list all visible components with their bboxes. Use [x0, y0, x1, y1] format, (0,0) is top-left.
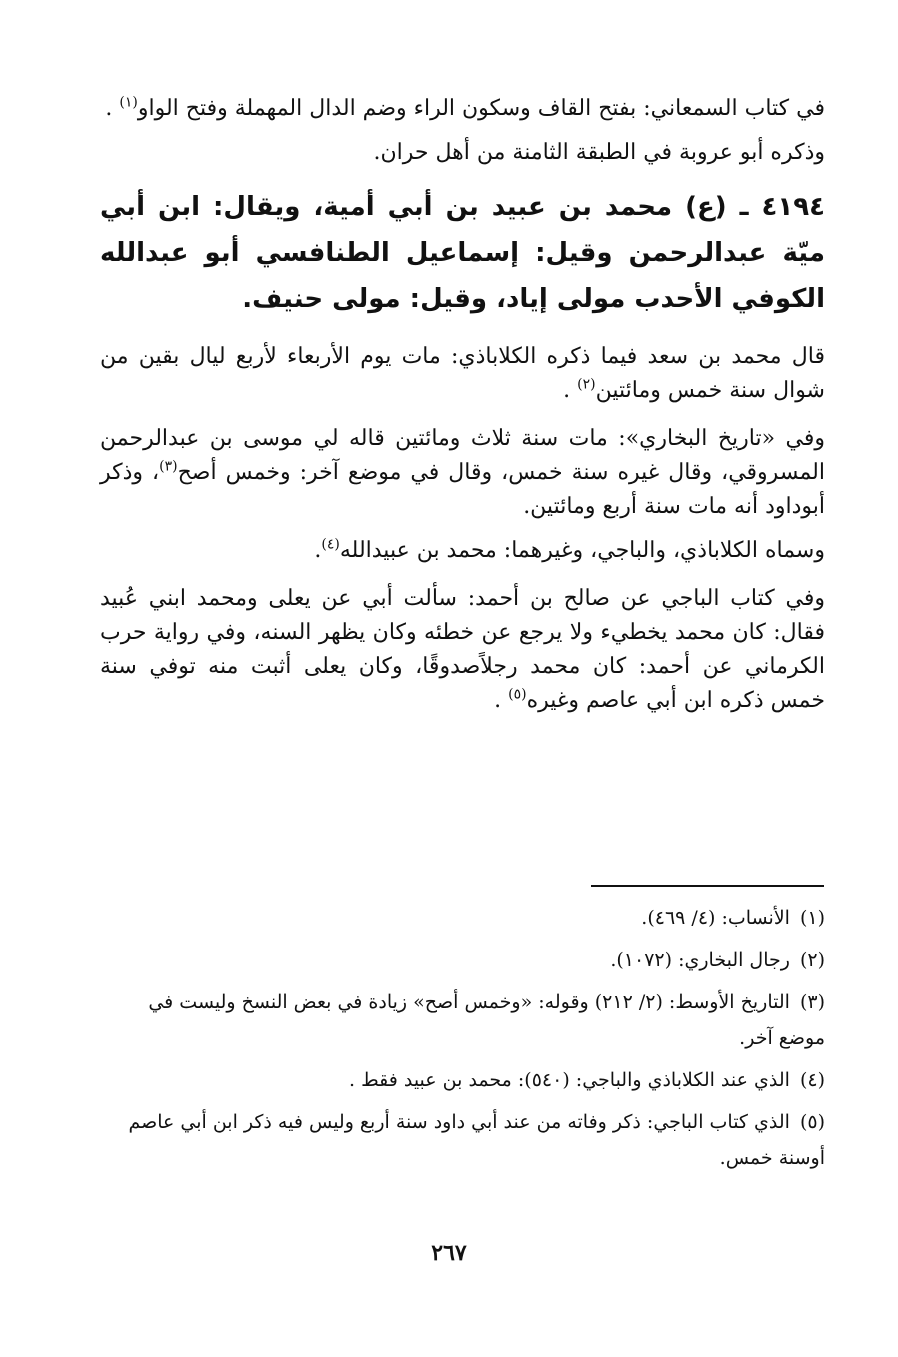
paragraph-6-text: وفي كتاب الباجي عن صالح بن أحمد: سألت أبي عن يعلى ومحمد ابني عُبيد فقال: كان محمد يخطيء ولا يرجع عن خطئه وكان يظهر السنه، وفي رواية حرب الكرماني عن أحمد: كان محمد رجلاًصدوقًا، وكان يعلى أثبت منه توفي سنة خمس ذكره ابن أبي عاصم وغيره	[100, 586, 825, 713]
paragraph-5-text: وسماه الكلاباذي، والباجي، وغيرهما: محمد بن عبيدالله	[339, 538, 825, 563]
paragraph-3	[100, 340, 825, 408]
footnote-number: (٢)	[799, 949, 825, 971]
footnote-ref-3[interactable]: (٣)	[159, 458, 178, 475]
paragraph-1-end: .	[105, 96, 120, 121]
paragraph-4-text-end: ، وذكر أبوداود أنه مات سنة أربع ومائتين.	[100, 460, 825, 519]
footnotes	[120, 900, 825, 1182]
main-text	[100, 92, 825, 732]
footnote-number: (٤)	[799, 1069, 825, 1091]
paragraph-1	[100, 92, 825, 126]
footnote-separator	[591, 885, 824, 887]
paragraph-5-end: .	[314, 538, 322, 563]
paragraph-1-text: في كتاب السمعاني: بفتح القاف وسكون الراء وضم الدال المهملة وفتح الواو	[137, 96, 825, 121]
footnote-ref-2[interactable]: (٢)	[577, 376, 596, 393]
entry-heading: ٤١٩٤ ـ (ع) محمد بن عبيد بن أبي أمية، ويقال: ابن أبي ميّة عبدالرحمن وقيل: إسماعيل الطنافسي أبو عبدالله الكوفي الأحدب مولى إياد، وقيل: مولى حنيف.	[100, 192, 825, 314]
paragraph-6-end: .	[494, 688, 509, 713]
paragraph-3-end: .	[563, 378, 578, 403]
paragraph-4-text: وفي «تاريخ البخاري»: مات سنة ثلاث ومائتين قاله لي موسى بن عبدالرحمن المسروقي، وقال غيره سنة خمس، وقال في موضع آخر: وخمس أصح	[100, 426, 825, 485]
paragraph-6	[100, 582, 825, 718]
paragraph-2: وذكره أبو عروبة في الطبقة الثامنة من أهل حران.	[373, 140, 825, 165]
footnote-number: (١)	[799, 907, 825, 929]
footnote-item	[120, 942, 825, 978]
footnote-item	[120, 984, 825, 1056]
footnote-text: التاريخ الأوسط: (٢/ ٢١٢) وقوله: «وخمس أصح» زيادة في بعض النسخ وليست في موضع آخر.	[148, 991, 825, 1049]
footnote-text: رجال البخاري: (١٠٧٢).	[610, 949, 790, 971]
footnote-text: الأنساب: (٤/ ٤٦٩).	[641, 907, 790, 929]
footnote-ref-4[interactable]: (٤)	[321, 536, 340, 553]
paragraph-3-text: قال محمد بن سعد فيما ذكره الكلاباذي: مات يوم الأربعاء لأربع ليال بقين من شوال سنة خمس ومائتين	[100, 344, 825, 403]
footnote-ref-5[interactable]: (٥)	[508, 686, 527, 703]
footnote-item	[120, 1104, 825, 1176]
paragraph-5	[100, 534, 825, 568]
footnote-item	[120, 1062, 825, 1098]
footnote-text: الذي كتاب الباجي: ذكر وفاته من عند أبي داود سنة أربع وليس فيه ذكر ابن أبي عاصم أوسنة خمس.	[128, 1111, 825, 1169]
page-number: ٢٦٧	[431, 1240, 467, 1266]
paragraph-4	[100, 422, 825, 524]
footnote-number: (٣)	[799, 991, 825, 1013]
footnote-item	[120, 900, 825, 936]
footnote-number: (٥)	[799, 1111, 825, 1133]
footnote-text: الذي عند الكلاباذي والباجي: (٥٤٠): محمد بن عبيد فقط .	[349, 1069, 790, 1091]
footnote-ref-1[interactable]: (١)	[119, 94, 138, 111]
